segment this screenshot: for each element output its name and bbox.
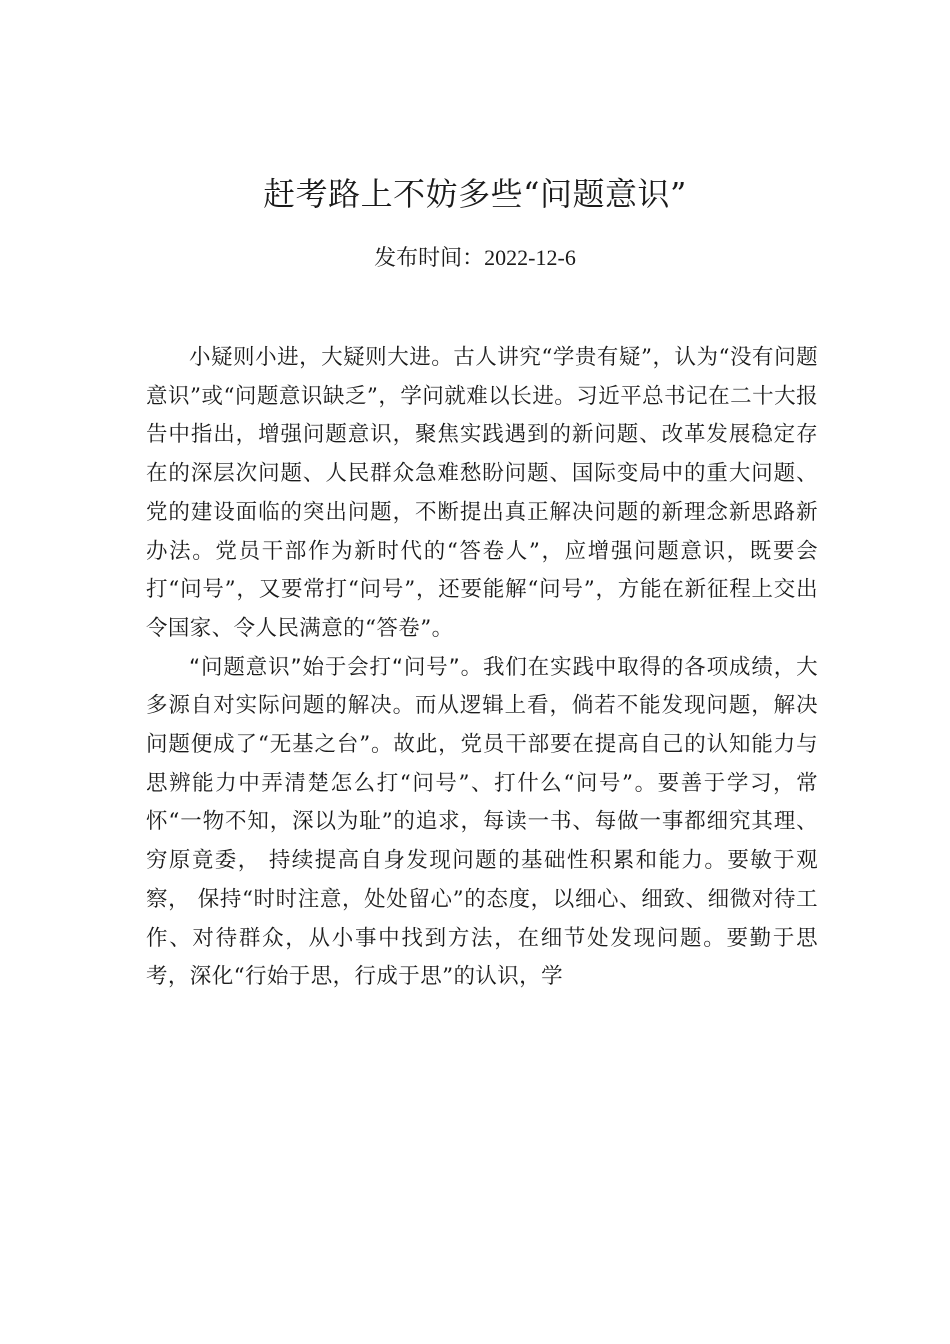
publish-date-label: 发布时间： (374, 246, 485, 271)
paragraph-1 (146, 339, 818, 649)
article-body (146, 339, 818, 997)
paragraph-2 (146, 649, 818, 997)
page-title: 赶考路上不妨多些“问题意识” (263, 175, 687, 213)
paragraph-1-text: 小疑则小进，大疑则大进。古人讲究“学贵有疑”，认为“没有问题意识”或“问题意识缺乏”，学问就难以长进。习近平总书记在二十大报告中指出，增强问题意识，聚焦实践遇到的新问题、改革发展稳定存在的深层次问题、人民群众急难愁盼问题、国际变局中的重大问题、党的建设面临的突出问题，不断提出真正解决问题的新理念新思路新办法。党员干部作为新时代的“答卷人”，应增强问题意识，既要会打“问号”，又要常打“问号”，还要能解“问号”，方能在新征程上交出令国家、令人民满意的“答卷”。 (146, 345, 818, 641)
paragraph-2-lead: “问题意识”始于会打“问号” (189, 654, 461, 680)
publish-date-value: 2022-12-6 (484, 245, 576, 270)
paragraph-2-text: 。我们在实践中取得的各项成绩，大多源自对实际问题的解决。而从逻辑上看，倘若不能发现问题，解决问题便成了“无基之台”。故此，党员干部要在提高自己的认知能力与思辨能力中弄清楚怎么打“问号”、打什么“问号”。要善于学习，常怀“一物不知，深以为耻”的追求，每读一书、每做一事都细究其理、穷原竟委， 持续提高自身发现问题的基础性积累和能力。要敏于观察， 保持“时时注意，处处留心”的态度，以细心、细致、细微对待工作、对待群众，从小事中找到方法，在细节处发现问题。要勤于思考，深化“行始于思，行成于思”的认识，学 (146, 654, 819, 990)
publish-date (0, 242, 950, 275)
